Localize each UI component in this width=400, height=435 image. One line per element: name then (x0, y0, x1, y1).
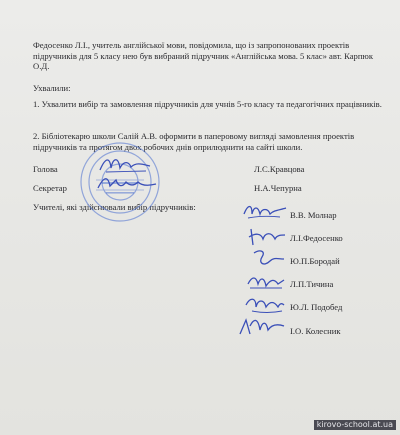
teacher-name-3: Ю.П.Бородай (290, 256, 340, 266)
teachers-label: Учителі, які здійснювали вибір підручників: (33, 202, 196, 212)
secretary-signature (96, 172, 158, 196)
site-watermark: kirovo-school.at.ua (314, 420, 396, 430)
secretary-name: Н.А.Чепурна (254, 183, 302, 193)
teacher-signature-6 (236, 314, 286, 340)
teacher-signature-3 (250, 247, 286, 271)
teacher-name-4: Л.П.Тичина (290, 279, 334, 289)
teacher-name-1: В.В. Молнар (290, 210, 337, 220)
teacher-signature-2 (245, 225, 287, 249)
decision-2: 2. Бібліотекарю школи Салій А.В. оформити в паперовому вигляді замовлення проектів підручників та протягом двох робочих днів оприлюднити на сайті школи. (33, 131, 355, 152)
head-label: Голова (33, 164, 58, 174)
intro-paragraph: Федосенко Л.І., учитель англійської мови, повідомила, що із запропонованих проектів підручників для 5 класу нею був вибраний підручник «Англійська мова. 5 клас» авт. Карпюк О.Д. (33, 40, 374, 71)
head-name: Л.С.Кравцова (254, 164, 305, 174)
decision-1: 1. Ухвалити вибір та замовлення підручників для учнів 5-го класу та педагогічних працівників. (33, 99, 382, 109)
secretary-label: Секретар (33, 183, 67, 193)
decided-heading: Ухвалили: (33, 83, 71, 93)
teacher-signature-4 (244, 270, 286, 294)
teacher-name-5: Ю.Л. Подобед (290, 302, 343, 312)
teacher-name-2: Л.І.Федосенко (290, 233, 343, 243)
teacher-signature-1 (240, 200, 288, 224)
teacher-name-6: І.О. Колесник (290, 326, 341, 336)
